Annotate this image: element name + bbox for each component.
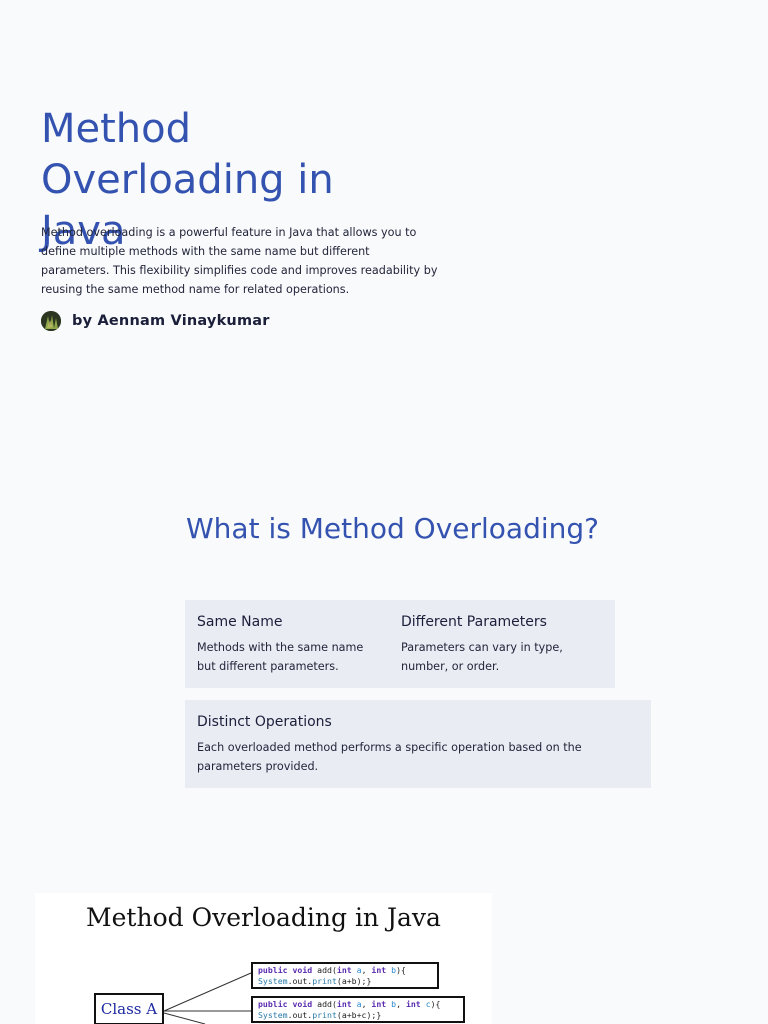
code-line (258, 965, 432, 976)
feature-card-row (185, 600, 615, 688)
code-var: a (356, 999, 362, 1009)
overloading-diagram-image (35, 893, 492, 1024)
card-heading: Distinct Operations (197, 714, 332, 730)
code-line (258, 999, 458, 1010)
code-snippet-two-params (251, 962, 439, 989)
code-system: System (258, 976, 288, 986)
code-end: ){ (430, 999, 441, 1009)
code-keyword: public void (258, 965, 313, 975)
code-method-name: add( (317, 999, 337, 1009)
code-end: ){ (396, 965, 406, 975)
section-title: What is Method Overloading? (186, 512, 599, 545)
code-keyword: int (336, 999, 352, 1009)
code-keyword: int (405, 999, 421, 1009)
code-var: b (391, 965, 397, 975)
code-sep: , (396, 999, 406, 1009)
avatar-image-icon (41, 311, 61, 331)
code-method-name: add( (317, 965, 337, 975)
code-print: print (312, 976, 337, 986)
code-args: (a+b+c);} (336, 1010, 382, 1020)
code-text: .out. (287, 1010, 313, 1020)
code-system: System (258, 1010, 288, 1020)
code-text: .out. (287, 976, 313, 986)
code-var: b (391, 999, 397, 1009)
feature-card-distinct-operations (185, 700, 651, 788)
card-body: Parameters can vary in type, number, or order. (401, 641, 563, 673)
card-body: Each overloaded method performs a specific operation based on the parameters provided. (197, 741, 582, 773)
diagram-title: Method Overloading in Java (86, 903, 441, 932)
code-args: (a+b);} (336, 976, 372, 986)
code-keyword: public void (258, 999, 313, 1009)
code-var: c (425, 999, 431, 1009)
code-keyword: int (336, 965, 352, 975)
card-heading: Different Parameters (401, 614, 547, 630)
class-a-box: Class A (94, 993, 164, 1024)
code-sep: , (361, 999, 372, 1009)
card-heading: Same Name (197, 614, 283, 630)
code-keyword: int (371, 999, 387, 1009)
code-keyword: int (371, 965, 387, 975)
code-var: a (356, 965, 362, 975)
code-snippet-three-params (251, 996, 465, 1023)
card-body: Methods with the same name but different parameters. (197, 641, 364, 673)
feature-card-same-name (185, 600, 389, 688)
page-title: Method Overloading in Java (41, 106, 334, 254)
code-sep: , (361, 965, 372, 975)
code-line (258, 976, 432, 987)
code-print: print (312, 1010, 337, 1020)
code-line (258, 1010, 458, 1021)
feature-card-different-parameters (389, 600, 615, 688)
intro-description: Method overloading is a powerful feature in Java that allows you to define multiple methods with the same name but different parameters. This flexibility simplifies code and improves readability by reusing the same method name for related operations. (41, 226, 438, 296)
avatar (41, 311, 61, 331)
author-byline (41, 311, 270, 331)
author-name: by Aennam Vinaykumar (72, 313, 270, 329)
